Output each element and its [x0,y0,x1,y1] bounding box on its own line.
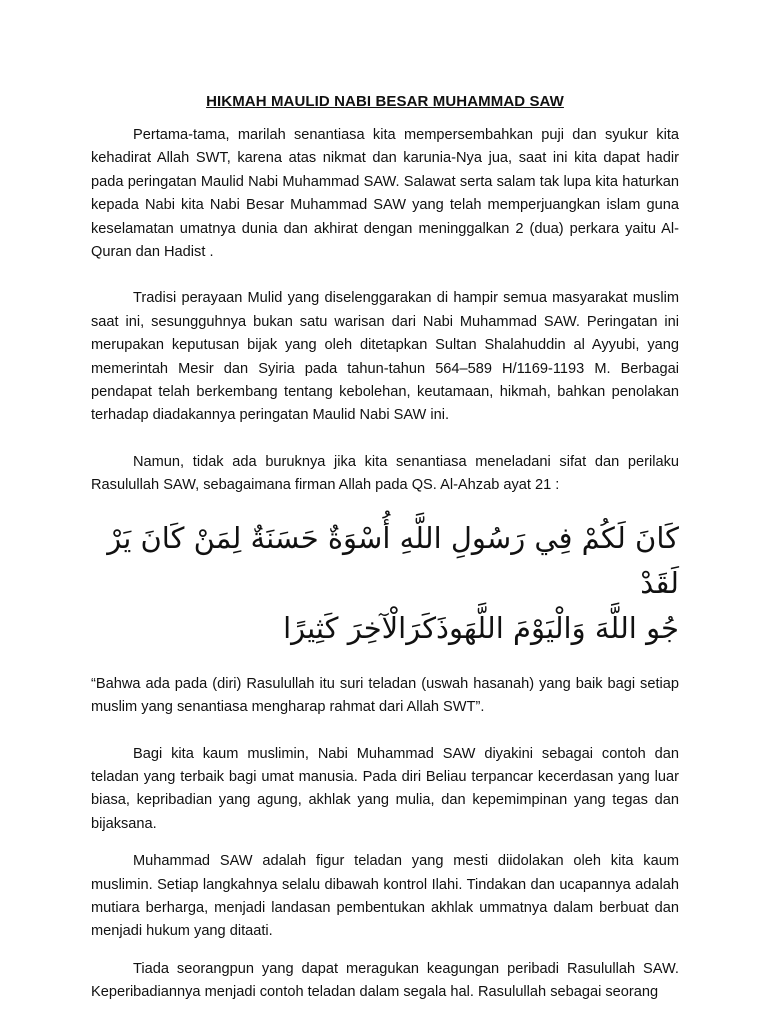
document-body [91,92,679,1005]
document-title: HIKMAH MAULID NABI BESAR MUHAMMAD SAW [206,93,564,110]
verse-translation: “Bahwa ada pada (diri) Rasulullah itu suri teladan (uswah hasanah) yang baik bagi setiap muslim yang senantiasa mengharap rahmat dari Allah SWT”. [91,675,679,716]
quran-verse [91,516,679,651]
arabic-verse-line-1: كَانَ لَكُمْ فِي رَسُولِ اللَّهِ أُسْوَةٌ حَسَنَةٌ لِمَنْ كَانَ يَرْ لَقَدْ [107,520,679,600]
paragraph-tradition: Tradisi perayaan Mulid yang diselenggarakan di hampir semua masyarakat muslim saat ini, sesungguhnya bukan satu warisan dari Nabi Muhammad SAW. Peringatan ini merupakan keputusan bijak yang oleh ditetapkan Sultan Shalahuddin al Ayyubi, yang memerintah Mesir dan Syiria pada tahun-tahun 564–589 H/1169-1193 M. Berbagai pendapat telah berkembang tentang kebolehan, keutamaan, hikmah, bahkan penolakan terhadap diadakannya peringatan Maulid Nabi SAW ini. [91,290,679,424]
paragraph-role-model: Bagi kita kaum muslimin, Nabi Muhammad SAW diyakini sebagai contoh dan teladan yang terbaik bagi umat manusia. Pada diri Beliau terpancar kecerdasan yang luar biasa, kepribadian yang agung, akhlak yang mulia, dan kepemimpinan yang tegas dan bijaksana. [91,745,679,832]
paragraph-intro-verse: Namun, tidak ada buruknya jika kita senantiasa meneladani sifat dan perilaku Rasulullah SAW, sebagaimana firman Allah pada QS. Al-Ahzab ayat 21 : [91,453,679,494]
paragraph-figure: Muhammad SAW adalah figur teladan yang mesti diidolakan oleh kita kaum muslimin. Setiap langkahnya selalu dibawah kontrol Ilahi. Tindakan dan ucapannya adalah mutiara berharga, menjadi landasan pembentukan akhlak ummatnya dalam berbuat dan menjadi hukum yang ditaati. [91,853,679,940]
arabic-verse-line-2: جُو اللَّهَ وَالْيَوْمَ اللَّهَوذَكَرَالْآخِرَ كَثِيرًا [283,610,679,645]
paragraph-opening: Pertama-tama, marilah senantiasa kita mempersembahkan puji dan syukur kita kehadirat Allah SWT, karena atas nikmat dan karunia-Nya jua, saat ini kita dapat hadir pada peringatan Maulid Nabi Muhammad SAW. Salawat serta salam tak lupa kita haturkan kepada Nabi kita Nabi Besar Muhammad SAW yang telah memperjuangkan islam guna keselamatan umatnya dunia dan akhirat dengan meninggalkan 2 (dua) perkara yaitu Al-Quran dan Hadist . [91,127,679,261]
paragraph-personality: Tiada seorangpun yang dapat meragukan keagungan peribadi Rasulullah SAW. Keperibadiannya menjadi contoh teladan dalam segala hal. Rasulullah sebagai seorang [91,960,679,1001]
